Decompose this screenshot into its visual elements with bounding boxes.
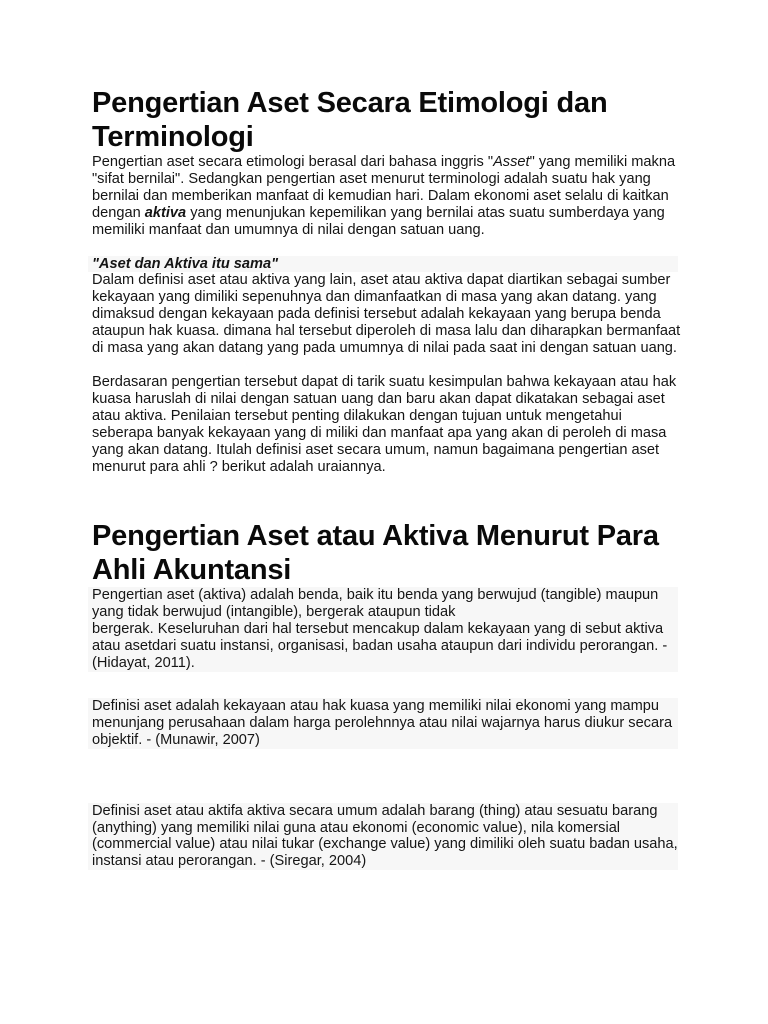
spacer xyxy=(92,475,682,519)
definition-siregar-text: Definisi aset atau aktifa aktiva secara umum adalah barang (thing) atau sesuatu barang (anything) yang memiliki nilai guna atau ekonomi (economic value), nila komersial (commercial value) atau nilai tukar (exchange value) yang dimiliki oleh suatu badan usaha, instansi atau perorangan. - (Siregar, 2004) xyxy=(92,802,678,870)
paragraph-definisi-lain: Dalam definisi aset atau aktiva yang lain, aset atau aktiva dapat diartikan sebagai sumber kekayaan yang dimiliki sepenuhnya dan dimanfaatkan di masa yang akan datang. yang dimaksud dengan kekayaan pada definisi tersebut adalah kekayaan yang berupa benda ataupun hak kuasa. dimana hal tersebut diperoleh di masa lalu dan diharapkan bermanfaat di masa yang akan datang yang pada umumnya di nilai pada saat ini dengan satuan uang. xyxy=(92,272,681,357)
definition-siregar xyxy=(88,803,678,871)
spacer xyxy=(92,357,682,374)
definition-munawir-text: Definisi aset adalah kekayaan atau hak kuasa yang memiliki nilai ekonomi yang mampu menunjang perusahaan dalam harga perolehnnya atau nilai wajarnya harus diukur secara objektif. - (Munawir, 2007) xyxy=(92,697,673,748)
section-title-para-ahli: Pengertian Aset atau Aktiva Menurut Para Ahli Akuntansi xyxy=(92,520,659,587)
intro-bold-aktiva: aktiva xyxy=(144,204,187,221)
definition-hidayat-text-b: bergerak. Keseluruhan dari hal tersebut mencakup dalam kekayaan yang di sebut aktiva atau asetdari suatu instansi, organisasi, badan usaha ataupun dari individu perorangan. - (Hidayat, 2011). xyxy=(92,621,668,672)
section-title-etimologi: Pengertian Aset Secara Etimologi dan Terminologi xyxy=(92,87,608,153)
subheading-aset-aktiva: "Aset dan Aktiva itu sama" xyxy=(88,256,678,273)
definition-hidayat-text-a: Pengertian aset (aktiva) adalah benda, baik itu benda yang berwujud (tangible) maupun yang tidak berwujud (intangible), bergerak ataupun tidak xyxy=(92,587,659,621)
definition-hidayat xyxy=(88,587,678,672)
document-page xyxy=(92,86,682,870)
intro-text-part3: yang menunjukan kepemilikan yang bernilai atas suatu sumberdaya yang memiliki manfaat dan umumnya di nilai dengan satuan uang. xyxy=(92,204,665,238)
spacer xyxy=(92,672,682,698)
intro-text-part1: Pengertian aset secara etimologi berasal dari bahasa inggris " xyxy=(92,154,494,170)
intro-text-part2: " yang memiliki makna "sifat bernilai". Sedangkan pengertian aset menurut terminologi adalah suatu hak yang bernilai dan memberikan manfaat di kemudian hari. Dalam ekonomi aset selalu di kaitkan dengan xyxy=(92,154,676,221)
spacer xyxy=(92,239,682,256)
spacer xyxy=(92,749,682,803)
definition-munawir xyxy=(88,698,678,749)
intro-paragraph xyxy=(92,154,682,239)
intro-italic-asset: Asset xyxy=(493,154,530,170)
paragraph-kesimpulan: Berdasaran pengertian tersebut dapat di tarik suatu kesimpulan bahwa kekayaan atau hak kuasa haruslah di nilai dengan satuan uang dan baru akan dapat dikatakan sebagai aset atau aktiva. Penilaian tersebut penting dilakukan dengan tujuan untuk mengetahui seberapa banyak kekayaan yang di miliki dan manfaat apa yang akan di peroleh di masa yang akan datang. Itulah definisi aset secara umum, namun bagaimana pengertian aset menurut para ahli ? berikut adalah uraiannya. xyxy=(92,373,677,475)
